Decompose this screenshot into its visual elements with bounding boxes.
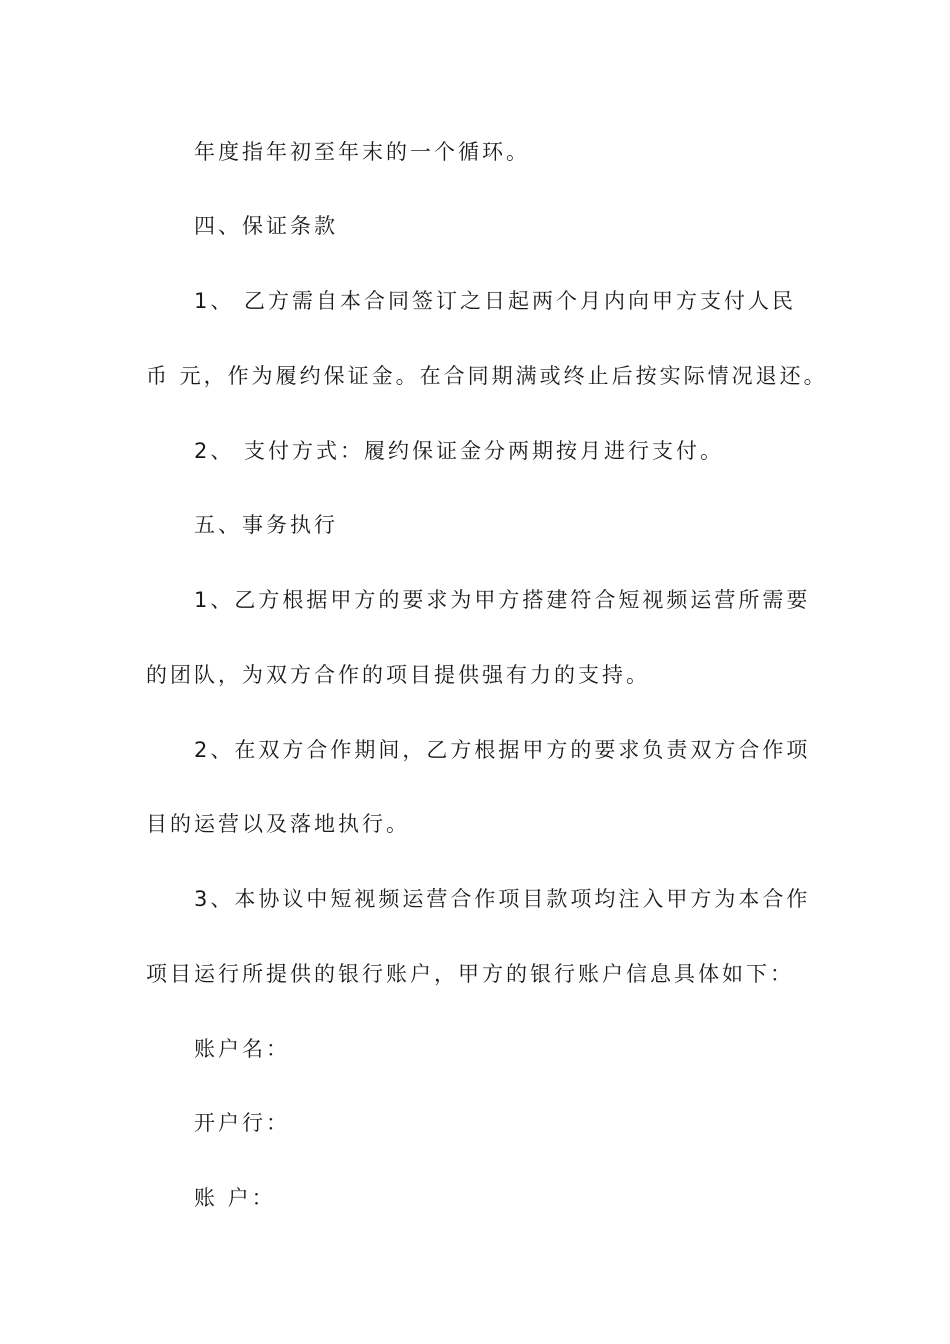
execution-clause-1-line-1: 1、乙方根据甲方的要求为甲方搭建符合短视频运营所需要 [194, 588, 811, 612]
bank-label: 开户行： [194, 1111, 290, 1135]
execution-clause-1-line-2: 的团队，为双方合作的项目提供强有力的支持。 [146, 663, 650, 687]
execution-clause-3-line-2: 项目运行所提供的银行账户，甲方的银行账户信息具体如下： [146, 962, 794, 986]
execution-clause-3-line-1: 3、本协议中短视频运营合作项目款项均注入甲方为本合作 [194, 887, 811, 911]
account-name-label: 账户名： [194, 1037, 290, 1061]
execution-clause-2-line-1: 2、在双方合作期间，乙方根据甲方的要求负责双方合作项 [194, 738, 811, 762]
section-heading-guarantee: 四、保证条款 [194, 214, 338, 238]
account-number-label: 账 户： [194, 1186, 276, 1210]
guarantee-clause-1-line-2: 币 元，作为履约保证金。在合同期满或终止后按实际情况退还。 [146, 364, 828, 388]
guarantee-clause-2: 2、 支付方式：履约保证金分两期按月进行支付。 [194, 439, 725, 463]
guarantee-clause-1-line-1: 1、 乙方需自本合同签订之日起两个月内向甲方支付人民 [194, 289, 797, 313]
section-heading-execution: 五、事务执行 [194, 513, 338, 537]
execution-clause-2-line-2: 目的运营以及落地执行。 [146, 812, 410, 836]
paragraph-year-definition: 年度指年初至年末的一个循环。 [194, 140, 530, 164]
